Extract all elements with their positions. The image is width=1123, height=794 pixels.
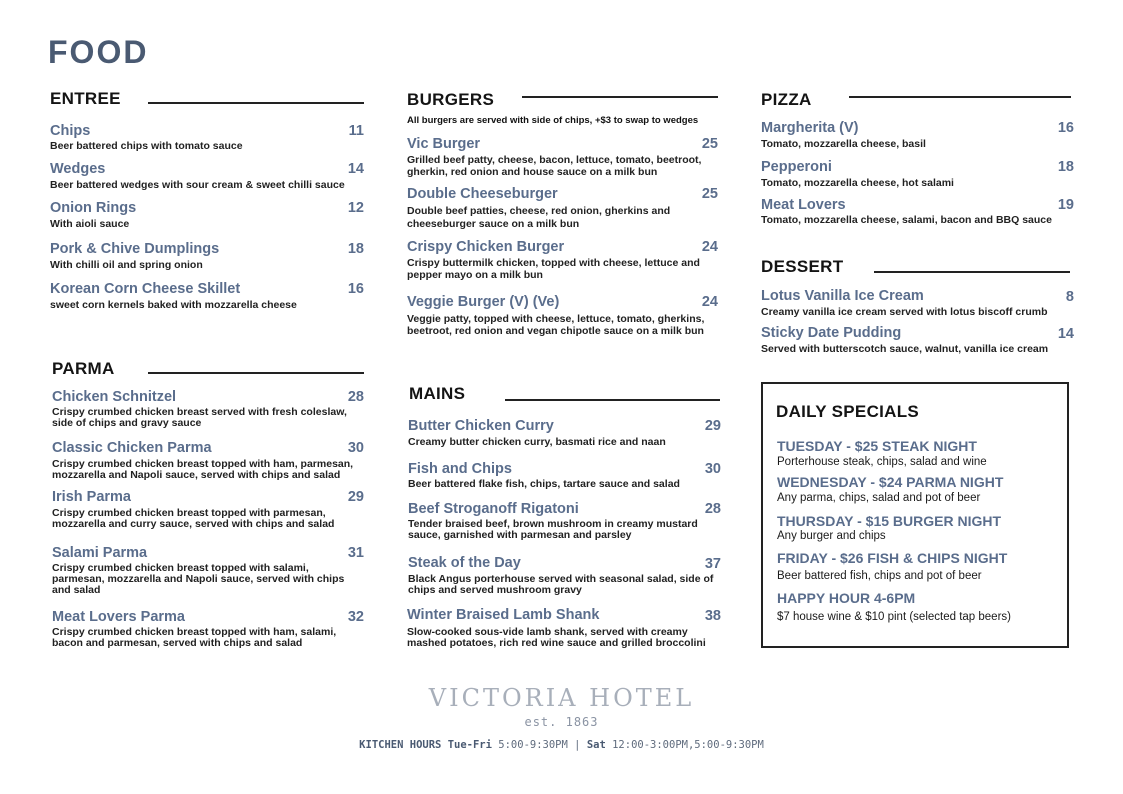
kitchen-hours-label: KITCHEN HOURS <box>359 739 442 751</box>
special-title: FRIDAY - $26 FISH & CHIPS NIGHT <box>777 550 1008 566</box>
menu-item-price: 28 <box>347 389 364 405</box>
menu-item-desc: chips and served mushroom gravy <box>408 584 582 596</box>
menu-item-name: Meat Lovers Parma <box>52 609 185 625</box>
menu-item-desc: Tomato, mozzarella cheese, basil <box>761 138 926 150</box>
menu-item-price: 31 <box>347 545 364 561</box>
special-desc: Any burger and chips <box>777 530 886 542</box>
dessert-heading: DESSERT <box>761 257 844 276</box>
menu-item-desc: sweet corn kernels baked with mozzarella cheese <box>50 299 297 311</box>
menu-item-name: Chicken Schnitzel <box>52 389 177 405</box>
menu-item-desc: Crispy crumbed chicken breast topped with parmesan, <box>52 507 326 519</box>
menu-item-desc: pepper mayo on a milk bun <box>407 269 543 281</box>
menu-item-desc: beetroot, red onion and vegan chipotle sauce on a milk bun <box>407 325 704 337</box>
menu-item-name: Sticky Date Pudding <box>761 325 902 341</box>
menu-item-price: 11 <box>348 123 364 139</box>
menu-item-desc: Tomato, mozzarella cheese, hot salami <box>761 177 954 189</box>
menu-item-price: 18 <box>1057 159 1074 175</box>
menu-item-name: Korean Corn Cheese Skillet <box>50 281 241 297</box>
dessert-rule <box>874 271 1070 273</box>
menu-item-price: 37 <box>704 556 721 572</box>
menu-item-desc: Tomato, mozzarella cheese, salami, bacon and BBQ sauce <box>761 214 1052 226</box>
parma-heading: PARMA <box>52 359 115 378</box>
menu-item-name: Steak of the Day <box>408 555 521 571</box>
menu-item-desc: Grilled beef patty, cheese, bacon, lettuce, tomato, beetroot, <box>407 154 702 166</box>
page-title: FOOD <box>48 34 149 70</box>
menu-item-price: 16 <box>347 281 364 297</box>
menu-item-name: Classic Chicken Parma <box>52 440 212 456</box>
menu-item-name: Irish Parma <box>52 489 131 505</box>
special-title: HAPPY HOUR 4-6PM <box>777 590 916 606</box>
entree-heading: ENTREE <box>50 89 121 108</box>
menu-item-desc: side of chips and gravy sauce <box>52 417 202 429</box>
menu-item-name: Double Cheeseburger <box>407 186 558 202</box>
mains-rule <box>505 399 720 401</box>
menu-item-name: Butter Chicken Curry <box>408 418 554 434</box>
menu-item-price: 8 <box>1065 289 1074 305</box>
menu-item-desc: Creamy butter chicken curry, basmati rice and naan <box>408 436 666 448</box>
menu-item-price: 25 <box>701 186 718 202</box>
parma-rule <box>148 372 364 374</box>
menu-item-price: 29 <box>347 489 364 505</box>
burgers-note: All burgers are served with side of chips, +$3 to swap to wedges <box>407 115 699 126</box>
menu-item-desc: Beer battered flake fish, chips, tartare sauce and salad <box>408 478 680 490</box>
menu-item-price: 18 <box>347 241 364 257</box>
special-desc: Any parma, chips, salad and pot of beer <box>777 492 981 504</box>
menu-item-name: Salami Parma <box>52 545 148 561</box>
menu-item-name: Pork & Chive Dumplings <box>50 241 220 257</box>
menu-item-name: Onion Rings <box>50 200 137 216</box>
menu-item-desc: Crispy crumbed chicken breast topped with ham, salami, <box>52 626 337 638</box>
menu-item-desc: cheeseburger sauce on a milk bun <box>407 218 580 230</box>
menu-item-price: 32 <box>347 609 364 625</box>
kitchen-hours-times: 5:00-9:30PM <box>498 739 568 751</box>
menu-item-name: Winter Braised Lamb Shank <box>407 607 600 623</box>
kitchen-hours-days: Sat <box>586 739 606 751</box>
menu-item-name: Pepperoni <box>761 159 832 175</box>
menu-item-desc: Served with butterscotch sauce, walnut, vanilla ice cream <box>761 343 1049 355</box>
menu-item-desc: Crispy buttermilk chicken, topped with cheese, lettuce and <box>407 257 700 269</box>
specials-heading: DAILY SPECIALS <box>776 402 920 421</box>
menu-item-desc: Veggie patty, topped with cheese, lettuce, tomato, gherkins, <box>407 313 705 325</box>
menu-item-name: Margherita (V) <box>761 120 859 136</box>
kitchen-hours-days: Tue-Fri <box>447 739 492 751</box>
kitchen-hours-separator: | <box>574 739 581 751</box>
menu-item-price: 24 <box>701 294 718 310</box>
menu-item-name: Chips <box>50 123 91 139</box>
menu-item-price: 38 <box>704 608 721 624</box>
special-title: WEDNESDAY - $24 PARMA NIGHT <box>777 474 1004 490</box>
menu-item-desc: parmesan, mozzarella and Napoli sauce, served with chips <box>52 573 345 585</box>
menu-item-desc: mozzarella and curry sauce, served with chips and salad <box>52 518 335 530</box>
menu-item-name: Veggie Burger (V) (Ve) <box>407 294 560 310</box>
menu-item-price: 24 <box>701 239 718 255</box>
special-desc: $7 house wine & $10 pint (selected tap beers) <box>777 611 1011 623</box>
menu-item-name: Wedges <box>50 161 106 177</box>
special-desc: Beer battered fish, chips and pot of beer <box>777 570 982 582</box>
menu-item-desc: Tender braised beef, brown mushroom in creamy mustard <box>408 518 698 530</box>
hotel-logo: VICTORIA HOTEL <box>428 684 695 712</box>
special-title: THURSDAY - $15 BURGER NIGHT <box>777 513 1002 529</box>
menu-item-desc: Beer battered wedges with sour cream & sweet chilli sauce <box>50 179 345 191</box>
menu-item-price: 30 <box>347 440 364 456</box>
menu-item-price: 29 <box>704 418 721 434</box>
menu-item-desc: Creamy vanilla ice cream served with lotus biscoff crumb <box>761 306 1048 318</box>
menu-item-name: Beef Stroganoff Rigatoni <box>408 501 579 517</box>
menu-item-desc: Slow-cooked sous-vide lamb shank, served with creamy <box>407 626 688 638</box>
menu-item-desc: mashed potatoes, rich red wine sauce and grilled broccolini <box>407 637 706 649</box>
menu-item-desc: bacon and parmesan, served with chips and salad <box>52 637 303 649</box>
menu-item-price: 19 <box>1057 197 1074 213</box>
menu-item-desc: Beer battered chips with tomato sauce <box>50 140 243 152</box>
menu-item-desc: Crispy crumbed chicken breast topped with salami, <box>52 562 309 574</box>
burgers-heading: BURGERS <box>407 90 495 109</box>
menu-item-desc: With chilli oil and spring onion <box>50 259 203 271</box>
menu-item-price: 30 <box>704 461 721 477</box>
pizza-heading: PIZZA <box>761 90 812 109</box>
menu-item-price: 12 <box>347 200 364 216</box>
special-title: TUESDAY - $25 STEAK NIGHT <box>777 438 977 454</box>
special-desc: Porterhouse steak, chips, salad and wine <box>777 456 987 468</box>
menu-item-desc: Double beef patties, cheese, red onion, gherkins and <box>407 205 671 217</box>
mains-heading: MAINS <box>409 384 466 403</box>
menu-item-price: 25 <box>701 136 718 152</box>
menu-item-price: 28 <box>704 501 721 517</box>
burgers-rule <box>522 96 718 98</box>
menu-item-desc: mozzarella and Napoli sauce, served with chips and salad <box>52 469 341 481</box>
menu-item-desc: sauce, garnished with parmesan and parsley <box>408 529 632 541</box>
menu-item-desc: gherkin, red onion and house sauce on a milk bun <box>407 166 658 178</box>
menu-item-name: Fish and Chips <box>408 461 512 477</box>
kitchen-hours-times: 12:00-3:00PM,5:00-9:30PM <box>612 739 764 751</box>
menu-item-name: Vic Burger <box>407 136 481 152</box>
hotel-established: est. 1863 <box>524 715 599 729</box>
kitchen-hours <box>0 739 1123 751</box>
entree-rule <box>148 102 364 104</box>
menu-item-price: 16 <box>1057 120 1074 136</box>
menu-item-price: 14 <box>1057 326 1074 342</box>
menu-item-desc: Crispy crumbed chicken breast topped with ham, parmesan, <box>52 458 354 470</box>
menu-item-name: Lotus Vanilla Ice Cream <box>761 288 924 304</box>
menu-item-price: 14 <box>347 161 364 177</box>
menu-item-name: Crispy Chicken Burger <box>407 239 565 255</box>
menu-item-desc: With aioli sauce <box>50 218 130 230</box>
menu-item-name: Meat Lovers <box>761 197 846 213</box>
menu-item-desc: and salad <box>52 584 101 596</box>
pizza-rule <box>849 96 1071 98</box>
menu-item-desc: Black Angus porterhouse served with seasonal salad, side of <box>408 573 714 585</box>
menu-item-desc: Crispy crumbed chicken breast served with fresh coleslaw, <box>52 406 347 418</box>
